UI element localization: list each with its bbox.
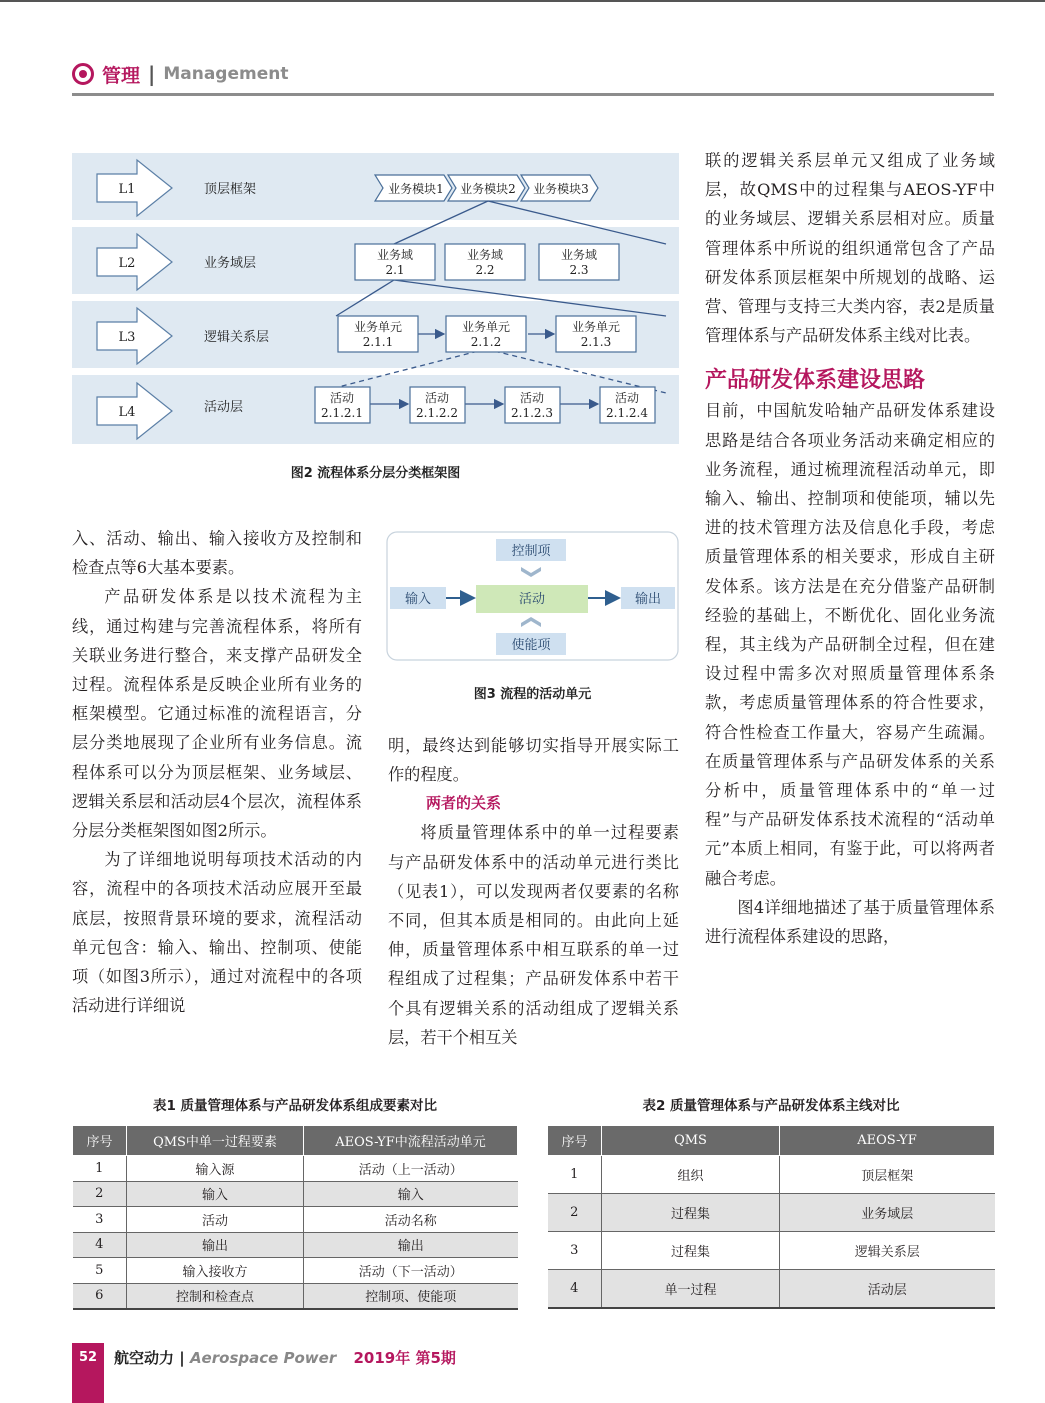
unit-3-label: 业务单元 bbox=[571, 320, 621, 334]
journal-logo-icon bbox=[72, 63, 94, 85]
table-row bbox=[548, 1194, 995, 1232]
unit-1-label: 业务单元 bbox=[353, 320, 403, 334]
subsection-title: 两者的关系 bbox=[426, 794, 502, 813]
activity-4-label: 活动 bbox=[614, 391, 640, 405]
col3-paragraph-1: 联的逻辑关系层单元又组成了业务域层，故QMS中的过程集与AEOS-YF中的业务域层、逻辑关系层相对应。质量管理体系中所说的组织通常包含了产品研发体系顶层框架中所规划的战略、运营、管理与支持三大类内容，表2是质量管理体系与产品研发体系主线对比表。 bbox=[705, 151, 995, 346]
unit-1-code: 2.1.1 bbox=[362, 335, 394, 349]
table-cell: 1 bbox=[73, 1156, 127, 1182]
activity-3-code: 2.1.2.3 bbox=[511, 406, 553, 420]
column-1 bbox=[72, 524, 362, 1020]
table-cell: 单一过程 bbox=[602, 1270, 780, 1308]
footer-separator: | bbox=[179, 1349, 190, 1367]
table-cell: 活动（下一活动） bbox=[304, 1258, 518, 1284]
table-cell: 2 bbox=[548, 1194, 602, 1232]
module-3: 业务模块3 bbox=[533, 182, 589, 196]
activity-2-code: 2.1.2.2 bbox=[416, 406, 458, 420]
table-2-header-cell: 序号 bbox=[548, 1126, 602, 1156]
table-1-header-cell: 序号 bbox=[73, 1126, 127, 1156]
domain-3-code: 2.3 bbox=[569, 263, 589, 277]
table-1-caption: 表1 质量管理体系与产品研发体系组成要素对比 bbox=[152, 1098, 438, 1114]
table-cell: 3 bbox=[548, 1232, 602, 1270]
table-cell: 1 bbox=[548, 1156, 602, 1194]
domain-1-code: 2.1 bbox=[385, 263, 405, 277]
col1-paragraph-1: 入、活动、输出、输入接收方及控制和检查点等6大基本要素。 bbox=[72, 529, 362, 578]
column-3 bbox=[705, 146, 995, 951]
section-name-cn: 管理 bbox=[102, 64, 141, 87]
table-row bbox=[73, 1181, 518, 1207]
table-2-header-cell: AEOS-YF bbox=[780, 1126, 995, 1156]
activity-1-label: 活动 bbox=[329, 391, 355, 405]
column-2 bbox=[388, 731, 679, 1052]
page-number: 52 bbox=[78, 1350, 98, 1365]
table-cell: 控制和检查点 bbox=[127, 1283, 304, 1309]
table-cell: 控制项、使能项 bbox=[304, 1283, 518, 1309]
table-cell: 5 bbox=[73, 1258, 127, 1284]
table-row bbox=[73, 1156, 518, 1182]
unit-3-code: 2.1.3 bbox=[580, 335, 612, 349]
activity-1-code: 2.1.2.1 bbox=[321, 406, 363, 420]
table-1 bbox=[72, 1125, 518, 1310]
table-cell: 输出 bbox=[304, 1232, 518, 1258]
table-2 bbox=[547, 1125, 995, 1309]
level-name-l3: 逻辑关系层 bbox=[204, 330, 270, 345]
col3-paragraph-2: 目前，中国航发哈轴产品研发体系建设思路是结合各项业务活动来确定相应的业务流程，通过梳理流程活动单元，即输入、输出、控制项和使能项，辅以先进的技术管理方法及信息化手段，考虑质量管理体系的相关要求，形成自主研发体系。该方法是在充分借鉴产品研制经验的基础上，不断优化、固化业务流程，其主线为产品研制全过程，但在建设过程中需多次对照质量管理体系条款，考虑质量管理体系的符合性要求，符合性检查工作量大，容易产生疏漏。在质量管理体系与产品研发体系的关系分析中，质量管理体系中的“单一过程”与产品研发体系技术流程的“活动单元”本质上相同，有鉴于此，可以将两者融合考虑。 bbox=[705, 401, 995, 888]
level-code-l3: L3 bbox=[118, 330, 136, 345]
table-row bbox=[548, 1232, 995, 1270]
unit-2-code: 2.1.2 bbox=[470, 335, 502, 349]
journal-issue: 2019年 第5期 bbox=[353, 1349, 456, 1367]
table-cell: 输入 bbox=[127, 1181, 304, 1207]
activity-4-code: 2.1.2.4 bbox=[606, 406, 648, 420]
header-separator: | bbox=[148, 62, 156, 86]
col3-paragraph-3: 图4详细地描述了基于质量管理体系进行流程体系建设的思路， bbox=[705, 897, 995, 947]
table-row bbox=[73, 1258, 518, 1284]
activity-2-label: 活动 bbox=[424, 391, 450, 405]
figure-2-diagram bbox=[72, 153, 679, 444]
table-cell: 3 bbox=[73, 1207, 127, 1233]
level-name-l2: 业务域层 bbox=[204, 256, 257, 271]
table-row bbox=[548, 1270, 995, 1308]
table-cell: 输出 bbox=[127, 1232, 304, 1258]
output-label: 输出 bbox=[634, 592, 662, 607]
activity-label: 活动 bbox=[518, 592, 546, 607]
table-cell: 4 bbox=[73, 1232, 127, 1258]
figure-3-caption: 图3 流程的活动单元 bbox=[473, 687, 592, 702]
module-2: 业务模块2 bbox=[460, 182, 516, 196]
table-cell: 过程集 bbox=[602, 1232, 780, 1270]
unit-2-label: 业务单元 bbox=[461, 320, 511, 334]
table-2-caption: 表2 质量管理体系与产品研发体系主线对比 bbox=[642, 1098, 900, 1114]
footer-journal bbox=[114, 1347, 456, 1368]
table-cell: 组织 bbox=[602, 1156, 780, 1194]
table-row bbox=[73, 1232, 518, 1258]
module-1: 业务模块1 bbox=[388, 182, 444, 196]
table-cell: 过程集 bbox=[602, 1194, 780, 1232]
col1-paragraph-2: 产品研发体系是以技术流程为主线，通过构建与完善流程体系，将所有关联业务进行整合，来支撑产品研发全过程。流程体系是反映企业所有业务的框架模型。它通过标准的流程语言，分层分类地展现了企业所有业务信息。流程体系可以分为顶层框架、业务域层、逻辑关系层和活动层4个层次，流程体系分层分类框架图如图2所示。 bbox=[72, 587, 362, 841]
table-1-header-cell: QMS中单一过程要素 bbox=[127, 1126, 304, 1156]
journal-name-cn: 航空动力 bbox=[114, 1349, 175, 1367]
figure-3-diagram bbox=[386, 531, 679, 661]
col2-paragraph-1: 明，最终达到能够切实指导开展实际工作的程度。 bbox=[388, 736, 679, 785]
table-cell: 输入源 bbox=[127, 1156, 304, 1182]
table-1-header-cell: AEOS-YF中流程活动单元 bbox=[304, 1126, 518, 1156]
section-title: 产品研发体系建设思路 bbox=[705, 368, 926, 394]
level-code-l4: L4 bbox=[118, 405, 136, 420]
level-name-l4: 活动层 bbox=[204, 400, 244, 415]
domain-3-label: 业务域 bbox=[560, 248, 598, 262]
domain-2-code: 2.2 bbox=[475, 263, 495, 277]
journal-name-en: Aerospace Power bbox=[189, 1349, 337, 1367]
activity-3-label: 活动 bbox=[519, 391, 545, 405]
table-cell: 活动层 bbox=[780, 1270, 995, 1308]
enabler-label: 使能项 bbox=[511, 638, 551, 653]
col2-paragraph-2: 将质量管理体系中的单一过程要素与产品研发体系中的活动单元进行类比（见表1），可以发现两者仅要素的名称不同，但其本质是相同的。由此向上延伸，质量管理体系中相互联系的单一过程组成了过程集；产品研发体系中若干个具有逻辑关系的活动组成了逻辑关系层，若干个相互关 bbox=[388, 823, 679, 1047]
table-row bbox=[548, 1156, 995, 1194]
table-cell: 活动名称 bbox=[304, 1207, 518, 1233]
table-2-header-cell: QMS bbox=[602, 1126, 780, 1156]
table-cell: 6 bbox=[73, 1283, 127, 1309]
domain-2-label: 业务域 bbox=[466, 248, 504, 262]
table-cell: 输入 bbox=[304, 1181, 518, 1207]
section-name-en: Management bbox=[163, 64, 289, 84]
top-border bbox=[0, 0, 1045, 2]
table-row bbox=[73, 1207, 518, 1233]
control-label: 控制项 bbox=[511, 544, 551, 559]
table-cell: 活动（上一活动） bbox=[304, 1156, 518, 1182]
domain-1-label: 业务域 bbox=[376, 248, 414, 262]
table-cell: 4 bbox=[548, 1270, 602, 1308]
col1-paragraph-3: 为了详细地说明每项技术活动的内容，流程中的各项技术活动应展开至最底层，按照背景环境的要求，流程活动单元包含：输入、输出、控制项、使能项（如图3所示），通过对流程中的各项活动进行详细说 bbox=[72, 850, 362, 1016]
table-cell: 业务域层 bbox=[780, 1194, 995, 1232]
table-cell: 逻辑关系层 bbox=[780, 1232, 995, 1270]
table-cell: 顶层框架 bbox=[780, 1156, 995, 1194]
figure-2-caption: 图2 流程体系分层分类框架图 bbox=[290, 466, 461, 481]
table-cell: 2 bbox=[73, 1181, 127, 1207]
table-cell: 活动 bbox=[127, 1207, 304, 1233]
table-row bbox=[73, 1283, 518, 1309]
input-label: 输入 bbox=[404, 592, 432, 607]
level-name-l1: 顶层框架 bbox=[204, 182, 257, 197]
header-rule bbox=[72, 93, 994, 96]
table-cell: 输入接收方 bbox=[127, 1258, 304, 1284]
level-code-l1: L1 bbox=[118, 182, 136, 197]
level-code-l2: L2 bbox=[118, 256, 136, 271]
running-header bbox=[72, 58, 288, 90]
